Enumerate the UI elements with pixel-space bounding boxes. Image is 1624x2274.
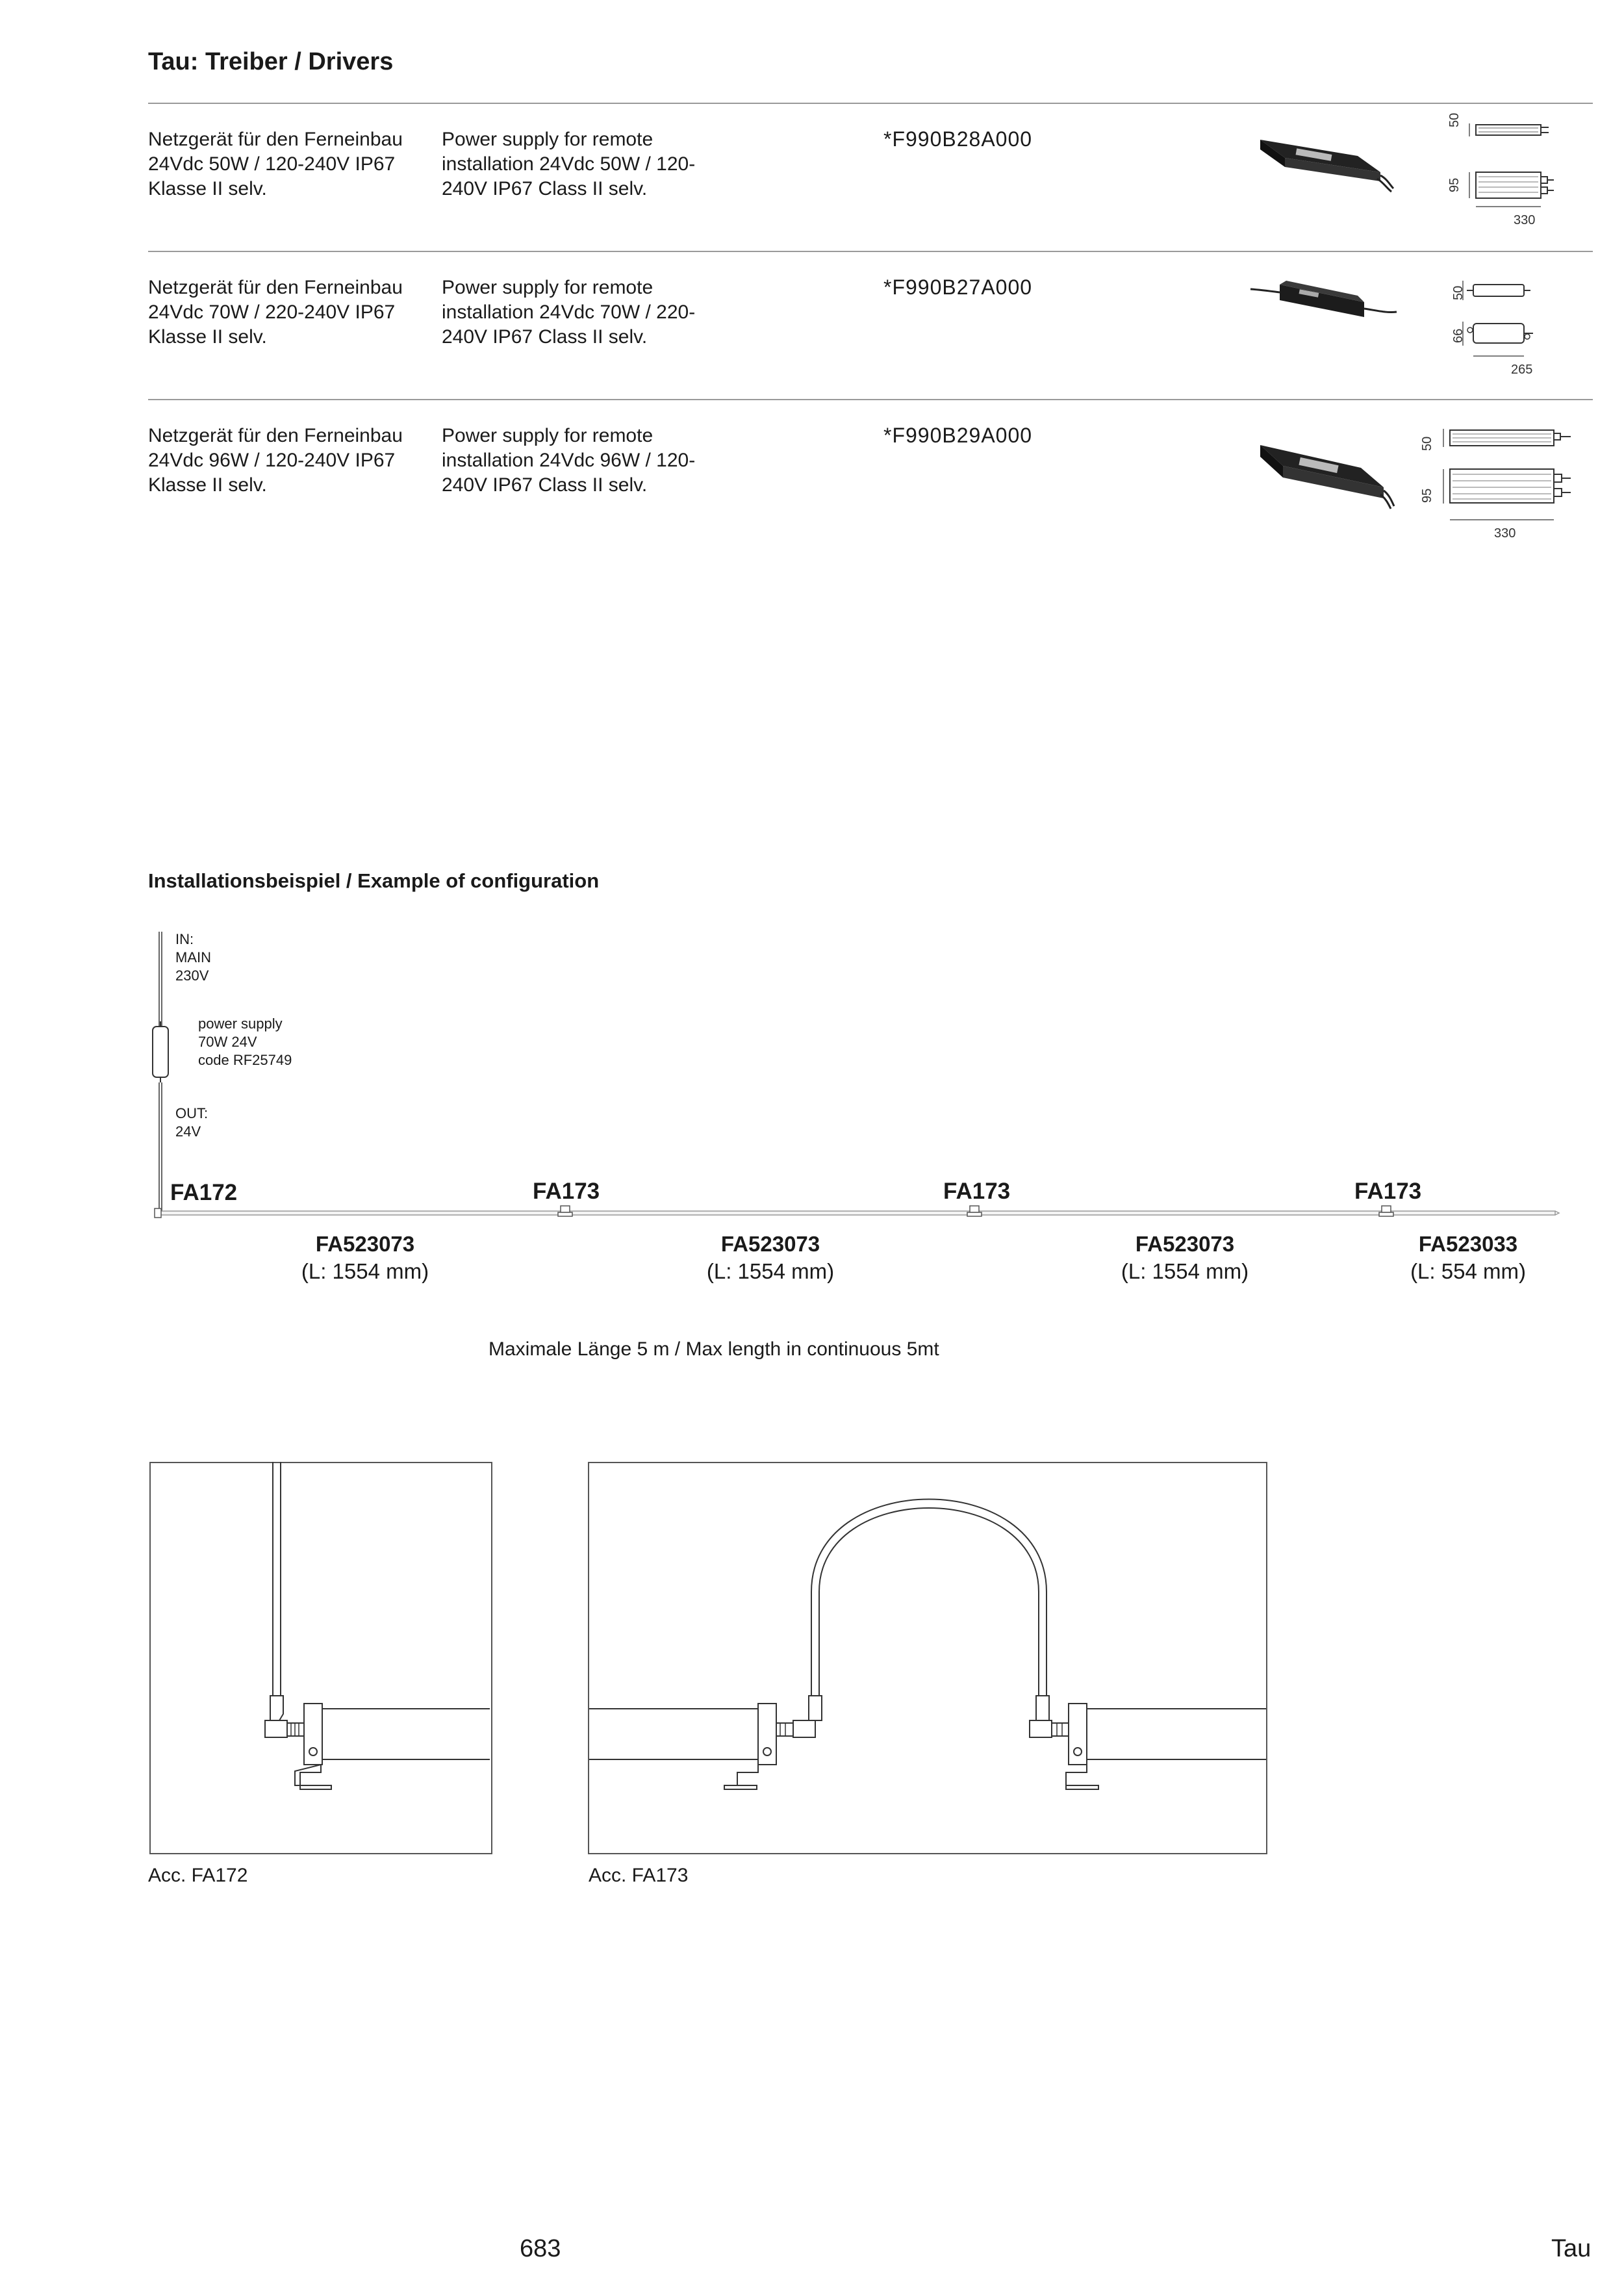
dimension-drawing [1436,266,1592,377]
segment-label [1377,1232,1559,1284]
height-dimension: 95 [1420,488,1434,503]
accessory-drawing-fa172 [149,1462,492,1854]
accessory-caption: Acc. FA172 [148,1865,248,1886]
segment-label [679,1232,861,1284]
product-description-de: Netzgerät für den Ferneinbau 24Vdc 70W / 220-240V IP67 Klasse II selv. [148,277,403,348]
width-dimension: 265 [1511,363,1533,377]
joint-connector [1379,1206,1393,1216]
connector-label: FA172 [170,1180,238,1205]
max-length-note: Maximale Länge 5 m / Max length in continuous 5mt [488,1338,939,1360]
driver-photo [1250,266,1400,338]
width-dimension: 330 [1514,213,1536,227]
segment-code: FA523033 [1418,1232,1518,1256]
driver-photo [1254,114,1397,192]
connector-label: FA173 [533,1179,600,1204]
segment-length: (L: 554 mm) [1410,1259,1526,1283]
segment-length: (L: 1554 mm) [301,1259,429,1283]
height-dimension: 50 [1420,436,1434,451]
segment-code: FA523073 [720,1232,820,1256]
segment-length: (L: 1554 mm) [706,1259,835,1283]
driver-photo [1254,426,1397,510]
page-number: 683 [520,2235,561,2262]
joint-connector [967,1206,982,1216]
divider [148,103,1593,104]
joint-connector [558,1206,572,1216]
product-code: *F990B27A000 [883,275,1033,299]
accessory-drawing-fa173 [588,1462,1267,1854]
height-dimension: 50 [1451,285,1465,300]
connector-label: FA173 [943,1179,1011,1204]
product-description-en: Power supply for remote installation 24Vdc 70W / 220- 240V IP67 Class II selv. [442,277,696,348]
height-dimension: 66 [1451,328,1465,343]
height-dimension: 95 [1447,177,1462,192]
product-family-label: Tau [1551,2235,1592,2262]
height-dimension: 50 [1447,112,1462,127]
product-description-de: Netzgerät für den Ferneinbau 24Vdc 96W / 120-240V IP67 Klasse II selv. [148,425,403,496]
segment-code: FA523073 [315,1232,415,1256]
segment-label [1094,1232,1276,1284]
accessory-caption: Acc. FA173 [589,1865,689,1886]
segment-code: FA523073 [1135,1232,1235,1256]
power-supply-label: power supply 70W 24V code RF25749 [198,1016,292,1068]
input-label: IN: MAIN 230V [175,931,211,984]
divider [148,251,1593,252]
product-code: *F990B29A000 [883,424,1033,447]
product-code: *F990B28A000 [883,127,1033,151]
configuration-diagram [143,923,1559,1234]
segment-label [274,1232,456,1284]
section-title: Installationsbeispiel / Example of configuration [148,869,600,892]
product-description-de: Netzgerät für den Ferneinbau 24Vdc 50W / 120-240V IP67 Klasse II selv. [148,129,403,199]
page-title: Tau: Treiber / Drivers [148,48,394,75]
segment-length: (L: 1554 mm) [1121,1259,1249,1283]
connector-label: FA173 [1354,1179,1422,1204]
product-description-en: Power supply for remote installation 24Vdc 96W / 120- 240V IP67 Class II selv. [442,425,696,496]
product-description-en: Power supply for remote installation 24Vdc 50W / 120- 240V IP67 Class II selv. [442,129,696,199]
dimension-drawing [1416,422,1592,539]
divider [148,399,1593,400]
output-label: OUT: 24V [175,1105,209,1140]
width-dimension: 330 [1494,526,1516,541]
